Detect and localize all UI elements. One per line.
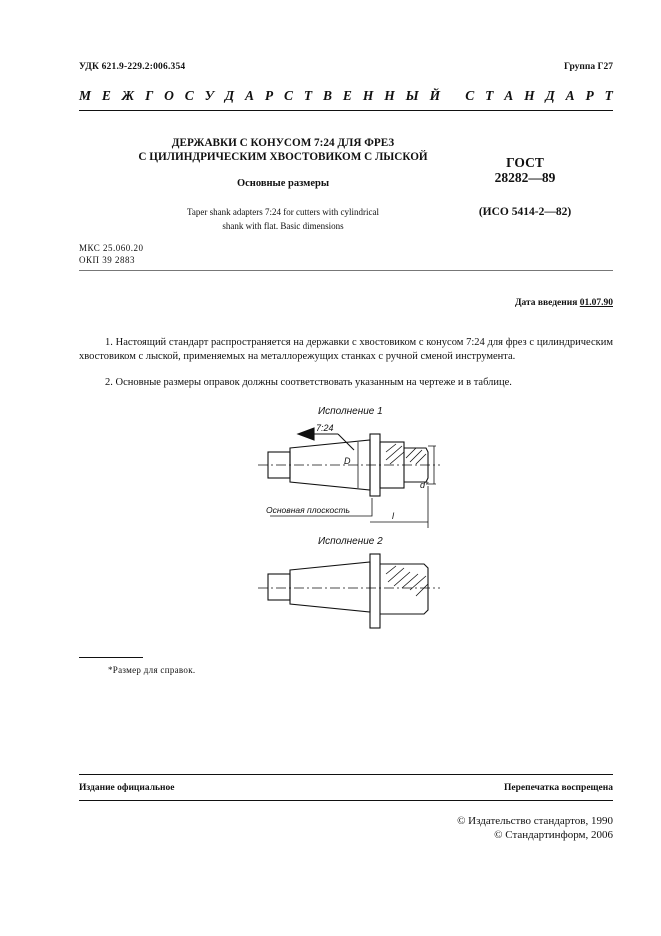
date-value: 01.07.90 <box>579 298 613 308</box>
version-1-label: Исполнение 1 <box>318 406 383 417</box>
english-title-line-1: Taper shank adapters 7:24 for cutters with cylindrical <box>186 207 380 217</box>
paragraph-1: 1. Настоящий стандарт распространяется на державки с хвостовиком с конусом 7:24 для фрез с цилиндрическим хвостовиком с лыской, применяемых на металлорежущих станках с ручной сменой инструмента. <box>79 337 613 362</box>
interstate-letter: Д <box>224 88 235 103</box>
interstate-letter: Т <box>485 88 494 103</box>
interstate-letter: Й <box>429 88 441 103</box>
dimension-d-label: d* <box>420 480 429 490</box>
gost-label: ГОСТ <box>506 155 544 170</box>
codes-rule <box>79 270 613 271</box>
okp-code: ОКП 39 2883 <box>79 255 136 265</box>
english-title <box>120 205 446 233</box>
date-label: Дата введения <box>514 298 578 308</box>
reprint-prohibited: Перепечатка воспрещена <box>503 783 613 793</box>
paragraph-2: 2. Основные размеры оправок должны соответствовать указанным на чертеже и в таблице. <box>105 377 512 388</box>
interstate-letter: Ж <box>121 88 135 103</box>
taper-cone-2 <box>290 562 370 612</box>
interstate-letter: О <box>164 88 174 103</box>
header-rule <box>79 110 613 111</box>
taper-symbol <box>298 428 314 440</box>
flange-2 <box>370 554 380 628</box>
interstate-letter: Е <box>101 88 111 103</box>
interstate-standard-heading <box>79 88 613 104</box>
interstate-letter: Н <box>362 88 374 103</box>
interstate-letter: С <box>284 88 294 103</box>
copyright-1: © Издательство стандартов, 1990 <box>457 815 613 827</box>
interstate-letter: С <box>184 88 194 103</box>
interstate-letter: Ы <box>405 88 419 103</box>
english-title-line-2: shank with flat. Basic dimensions <box>222 221 344 231</box>
title-line-2: С ЦИЛИНДРИЧЕСКИМ ХВОСТОВИКОМ С ЛЫСКОЙ <box>138 151 428 163</box>
interstate-letter: М <box>79 88 92 103</box>
official-edition: Издание официальное <box>79 783 175 793</box>
dimension-D-label: D <box>344 456 351 466</box>
interstate-letter: Т <box>303 88 313 103</box>
interstate-letter: Д <box>545 88 555 103</box>
title-line-1: ДЕРЖАВКИ С КОНУСОМ 7:24 ДЛЯ ФРЕЗ <box>171 137 395 149</box>
interstate-letter: В <box>323 88 333 103</box>
iso-equivalent: (ИСО 5414-2—82) <box>478 206 572 218</box>
interstate-letter: А <box>245 88 255 103</box>
mks-code: МКС 25.060.20 <box>79 243 144 253</box>
holder-body-2 <box>380 564 428 614</box>
dimension-l-line <box>370 486 428 528</box>
interstate-letter: Т <box>604 88 613 103</box>
copyright-2: © Стандартинформ, 2006 <box>494 829 613 841</box>
interstate-letter: А <box>504 88 514 103</box>
standard-subtitle: Основные размеры <box>236 178 330 189</box>
udk-code: УДК 621.9-229.2:006.354 <box>79 62 186 72</box>
standard-title <box>120 136 446 164</box>
interstate-letter: Р <box>585 88 594 103</box>
interstate-letter <box>451 88 454 104</box>
taper-ratio: 7:24 <box>316 423 334 433</box>
gost-designation <box>470 155 580 185</box>
footnote-rule <box>79 657 143 658</box>
footer-rule <box>79 774 613 775</box>
classification-codes <box>79 242 144 266</box>
interstate-letter: Р <box>264 88 274 103</box>
version-2-label: Исполнение 2 <box>318 536 383 547</box>
footnote: *Размер для справок. <box>108 665 196 675</box>
footer-rule-2 <box>79 800 613 801</box>
interstate-letter: Н <box>384 88 395 103</box>
interstate-letter: Е <box>342 88 352 103</box>
base-plane-label: Основная плоскость <box>266 505 350 515</box>
interstate-letter: А <box>565 88 575 103</box>
group-code: Группа Г27 <box>564 62 613 72</box>
gost-number: 28282—89 <box>494 170 556 185</box>
section-hatching-1 <box>386 444 426 464</box>
interstate-letter: С <box>465 88 475 103</box>
interstate-letter: Н <box>524 88 535 103</box>
drawbar-shank-2 <box>268 574 290 600</box>
interstate-letter: У <box>204 88 215 103</box>
introduction-date <box>515 298 613 308</box>
technical-drawing <box>230 398 480 650</box>
dimension-l-label: l <box>392 511 394 521</box>
section-hatching-2 <box>386 566 428 596</box>
interstate-letter: Г <box>145 88 154 103</box>
